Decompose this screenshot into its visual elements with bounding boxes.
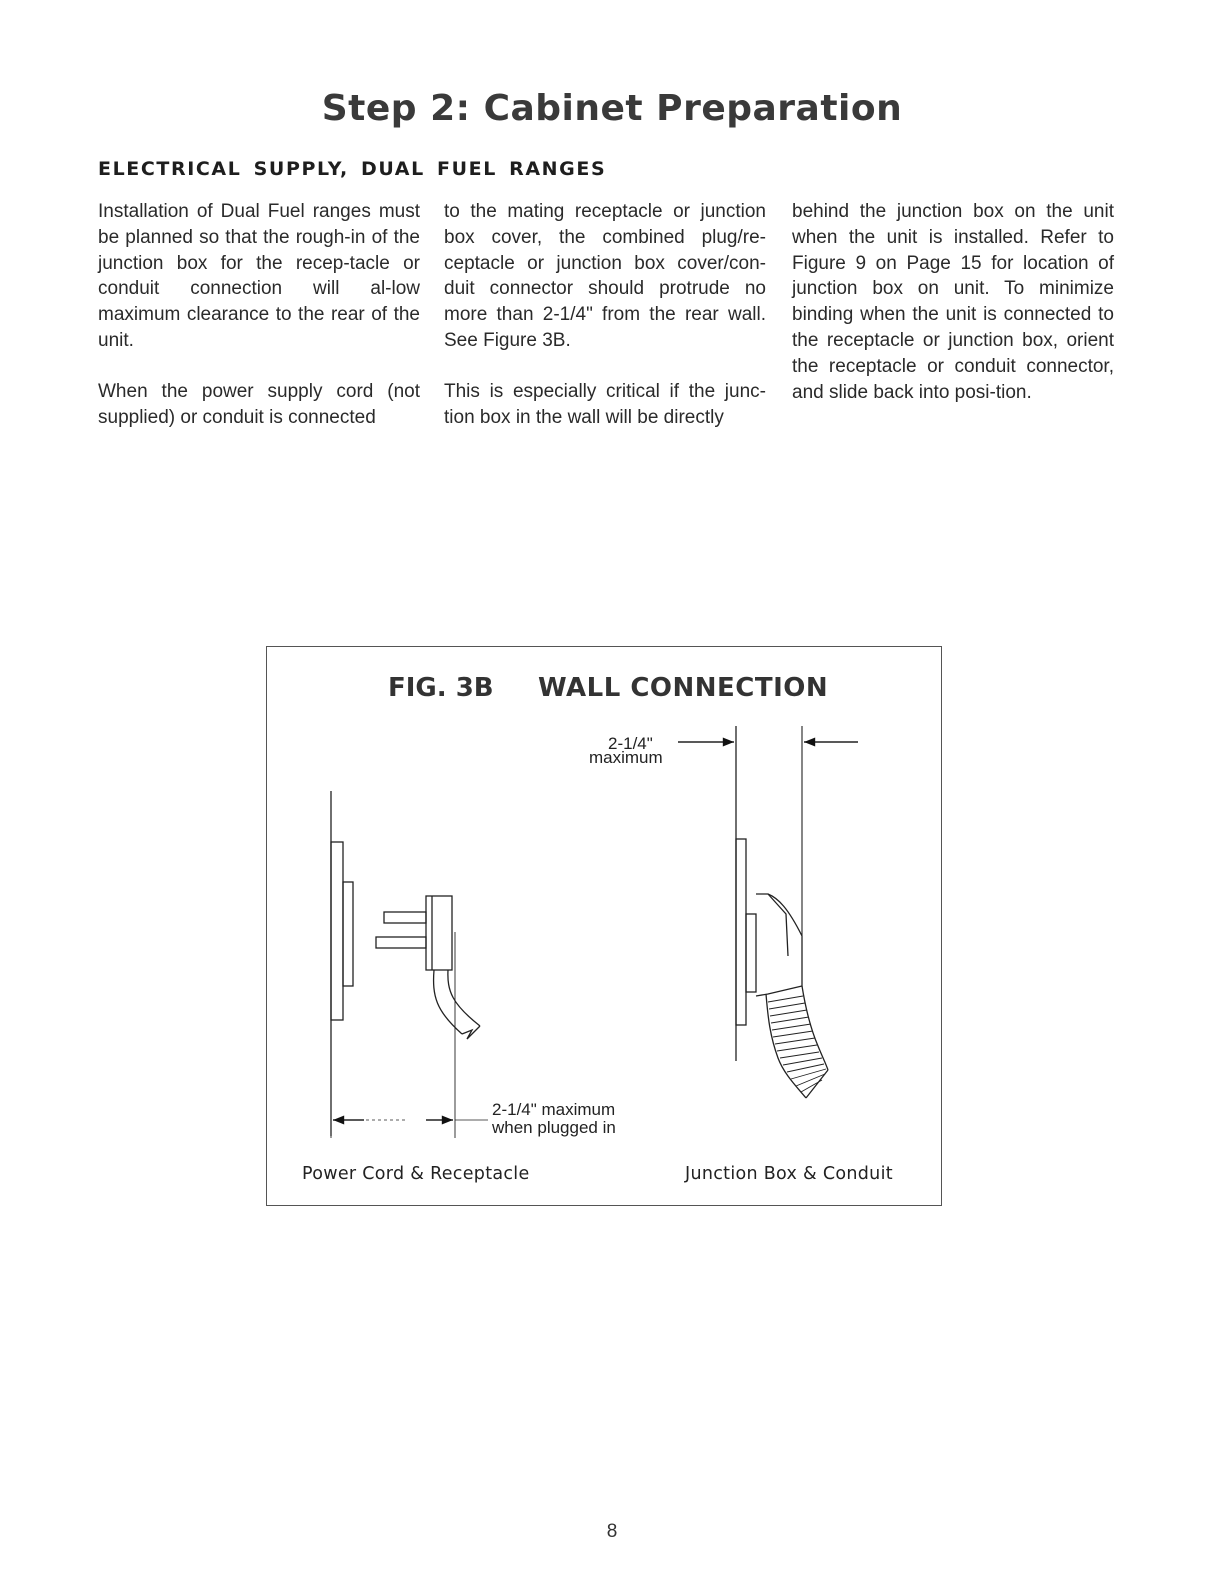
paragraph: Installation of Dual Fuel ranges must be planned so that the rough-in of the junction box for the recep-tacle or conduit connection will al-low maximum clearance to the rear of the unit. [98,201,420,351]
junction-box-cover [746,914,756,992]
receptacle [343,882,353,986]
page-number: 8 [606,1521,618,1542]
paragraph: When the power supply cord (not supplied) or conduit is connected [98,380,420,428]
dimension-label-top-sub: maximum [589,748,663,767]
text-column-3 [792,199,1114,405]
junction-box-conduit-drawing [678,726,858,1098]
text-column-2 [444,199,766,430]
caption-junction-box: Junction Box & Conduit [685,1164,893,1184]
dimension-label-bottom: 2-1/4" maximum [492,1100,616,1119]
caption-power-cord: Power Cord & Receptacle [302,1164,530,1184]
conduit-connector [756,894,802,996]
dimension-label-bottom-sub: when plugged in [492,1118,616,1137]
power-cord-receptacle-drawing [331,791,488,1138]
dimension-label-top: 2-1/4" [608,734,653,753]
section-heading: ELECTRICAL SUPPLY, DUAL FUEL RANGES [98,158,607,180]
paragraph: behind the junction box on the unit when the unit is installed. Refer to Figure 9 on Page 15 for location of junction box on unit. To minimize binding when the unit is connected to the receptacle or junction box, orient the receptacle or conduit connector, and slide back into posi-tion. [792,201,1114,403]
wall-plate [331,842,343,1020]
paragraph: to the mating receptacle or junction box cover, the combined plug/re-ceptacle or junction box cover/con-duit connector should protrude no more than 2-1/4" from the rear wall. See Figure 3B. [444,201,766,351]
prong-lower [376,937,426,948]
prong-upper [384,912,426,923]
page-title: Step 2: Cabinet Preparation [321,88,903,129]
plug-body [426,896,452,970]
junction-box-plate [736,839,746,1025]
paragraph: This is especially critical if the junc-tion box in the wall will be directly [444,380,766,428]
text-column-1 [98,199,420,430]
figure-title: WALL CONNECTION [538,673,829,703]
figure-label: FIG. 3B [388,673,494,703]
flexible-conduit [766,994,806,1098]
